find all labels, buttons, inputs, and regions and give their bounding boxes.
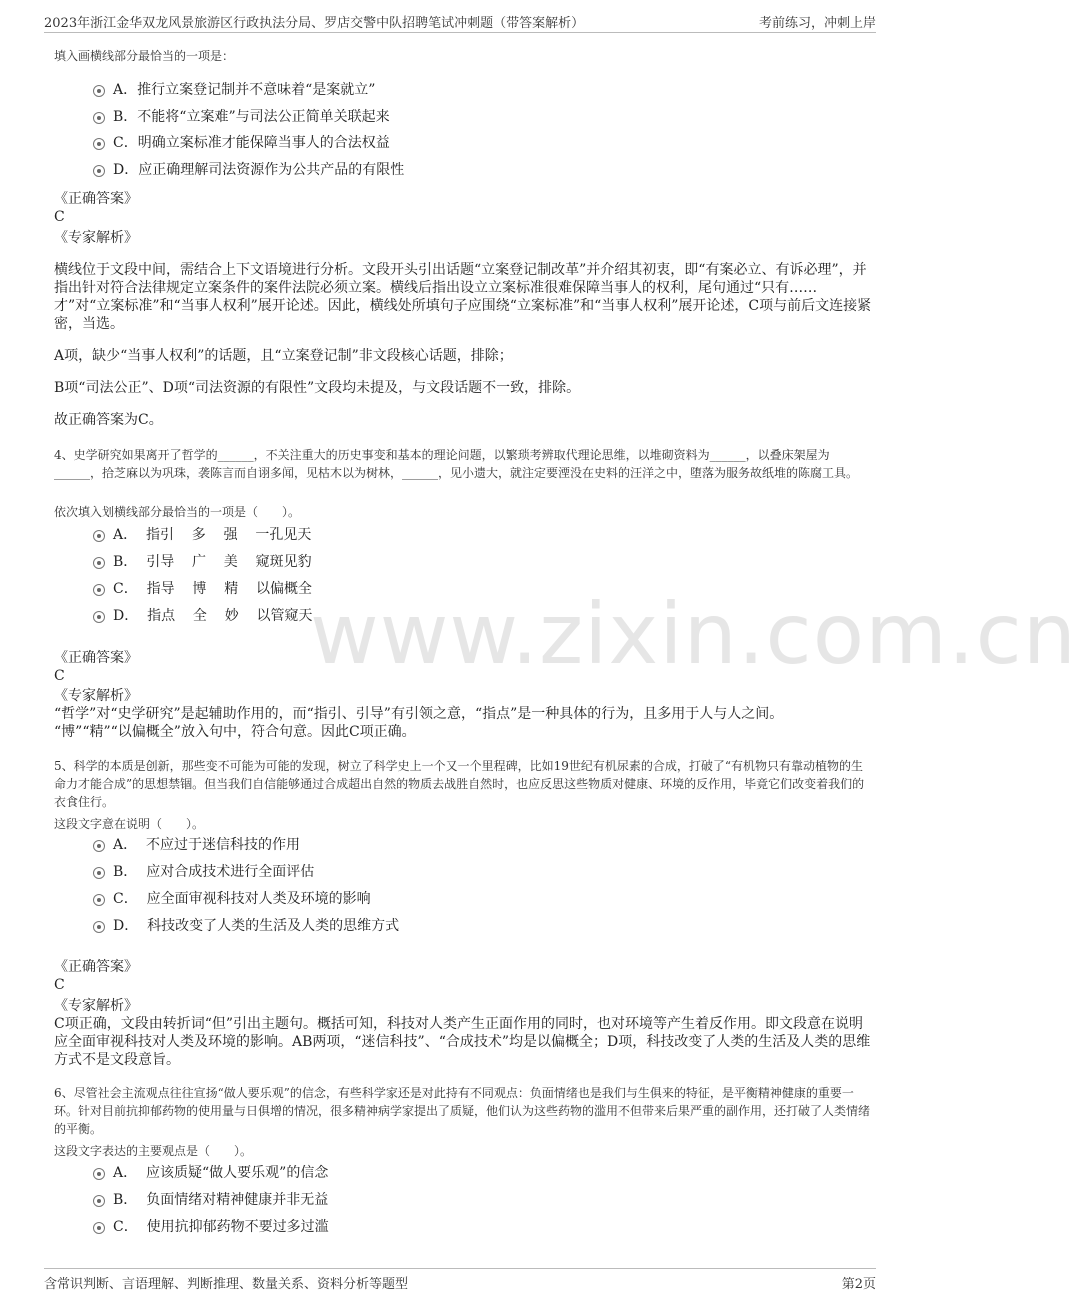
answer-label: 《正确答案》 xyxy=(54,959,138,975)
analysis-paragraph: “哲学”对“史学研究”是起辅助作用的，而“指引、引导”有引领之意，“指点”是一种具体的行为，且多用于人与人之间。 xyxy=(54,706,784,722)
document-title: 2023年浙江金华双龙风景旅游区行政执法分局、罗店交警中队招聘笔试冲刺题（带答案解析） xyxy=(44,16,585,31)
q4-prompt: 依次填入划横线部分最恰当的一项是（ ）。 xyxy=(54,505,301,519)
radio-icon[interactable] xyxy=(93,611,105,623)
radio-icon[interactable] xyxy=(93,165,105,177)
radio-icon[interactable] xyxy=(93,840,105,852)
radio-icon[interactable] xyxy=(93,894,105,906)
answer-value: C xyxy=(54,209,65,225)
page-footer xyxy=(44,1268,876,1293)
analysis-paragraph: A项，缺少“当事人权利”的话题，且“立案登记制”非文段核心话题，排除； xyxy=(54,348,513,364)
radio-icon[interactable] xyxy=(93,530,105,542)
analysis-paragraph: 横线位于文段中间，需结合上下文语境进行分析。文段开头引出话题“立案登记制改革”并介绍其初衷，即“有案必立、有诉必理”，并指出针对符合法律规定立案条件的案件法院必须立案。横线后指出设立立案标准很难保障当事人的权利，尾句通过“只有……才”对“立案标准”和“当事人权利”展开论述。因此，横线处所填句子应围绕“立案标准”和“当事人权利”展开论述，C项与前后文连接紧密，当选。 xyxy=(54,262,872,332)
radio-icon[interactable] xyxy=(93,112,105,124)
analysis-paragraph: C项正确，文段由转折词“但”引出主题句。概括可知，科技对人类产生正面作用的同时，也对环境等产生着反作用。即文段意在说明应全面审视科技对人类及环境的影响。AB两项，“迷信科技”、“合成技术”均是以偏概全；D项，科技改变了人类的生活及人类的思维方式不是文段意旨。 xyxy=(54,1016,871,1068)
radio-icon[interactable] xyxy=(93,921,105,933)
q5-prompt: 这段文字意在说明（ ）。 xyxy=(54,817,205,831)
radio-icon[interactable] xyxy=(93,1195,105,1207)
radio-icon[interactable] xyxy=(93,138,105,150)
radio-icon[interactable] xyxy=(93,557,105,569)
analysis-paragraph: “博”“精”“以偏概全”放入句中，符合句意。因此C项正确。 xyxy=(54,724,416,740)
q4-stem: 4、史学研究如果离开了哲学的______，不关注重大的历史事变和基本的理论问题，以繁琐考辨取代理论思维，以堆砌资料为______，以叠床架屋为______，拾芝麻以为巩珠，袭陈言而自诩多闻，见枯木以为树林，______，见小遗大，就注定要湮没在史料的汪洋之中，堕落为服务故纸堆的陈腐工具。 xyxy=(54,448,859,480)
analysis-label: 《专家解析》 xyxy=(54,688,138,704)
analysis-paragraph: 故正确答案为C。 xyxy=(54,412,163,428)
analysis-paragraph: B项“司法公正”、D项“司法资源的有限性”文段均未提及，与文段话题不一致，排除。 xyxy=(54,380,581,396)
radio-icon[interactable] xyxy=(93,1222,105,1234)
radio-icon[interactable] xyxy=(93,584,105,596)
q3-prompt: 填入画横线部分最恰当的一项是： xyxy=(54,49,235,63)
radio-icon[interactable] xyxy=(93,867,105,879)
page-header xyxy=(44,10,876,33)
answer-label: 《正确答案》 xyxy=(54,191,138,207)
watermark: www.zixin.com.cn xyxy=(310,585,1077,683)
page-number: 第2页 xyxy=(841,1277,876,1292)
footer-topics: 含常识判断、言语理解、判断推理、数量关系、资料分析等题型 xyxy=(44,1277,409,1292)
radio-icon[interactable] xyxy=(93,85,105,97)
answer-label: 《正确答案》 xyxy=(54,650,138,666)
answer-value: C xyxy=(54,668,65,684)
analysis-label: 《专家解析》 xyxy=(54,998,138,1014)
header-slogan: 考前练习，冲刺上岸 xyxy=(758,16,876,31)
q5-stem: 5、科学的本质是创新，那些变不可能为可能的发现，树立了科学史上一个又一个里程碑，比如19世纪有机尿素的合成，打破了“有机物只有靠动植物的生命力才能合成”的思想禁锢。但当我们自信能够通过合成超出自然的物质去战胜自然时，也应反思这些物质对健康、环境的反作用，毕竟它们改变着我们的衣食住行。 xyxy=(54,759,865,809)
radio-icon[interactable] xyxy=(93,1168,105,1180)
analysis-label: 《专家解析》 xyxy=(54,230,138,246)
q6-prompt: 这段文字表达的主要观点是（ ）。 xyxy=(54,1144,253,1158)
q6-stem: 6、尽管社会主流观点往往宣扬“做人要乐观”的信念，有些科学家还是对此持有不同观点：负面情绪也是我们与生俱来的特征，是平衡精神健康的重要一环。针对目前抗抑郁药物的使用量与日俱增的情况，很多精神病学家提出了质疑，他们认为这些药物的滥用不但带来后果严重的副作用，还打破了人类情绪的平衡。 xyxy=(54,1086,871,1136)
answer-value: C xyxy=(54,977,65,993)
